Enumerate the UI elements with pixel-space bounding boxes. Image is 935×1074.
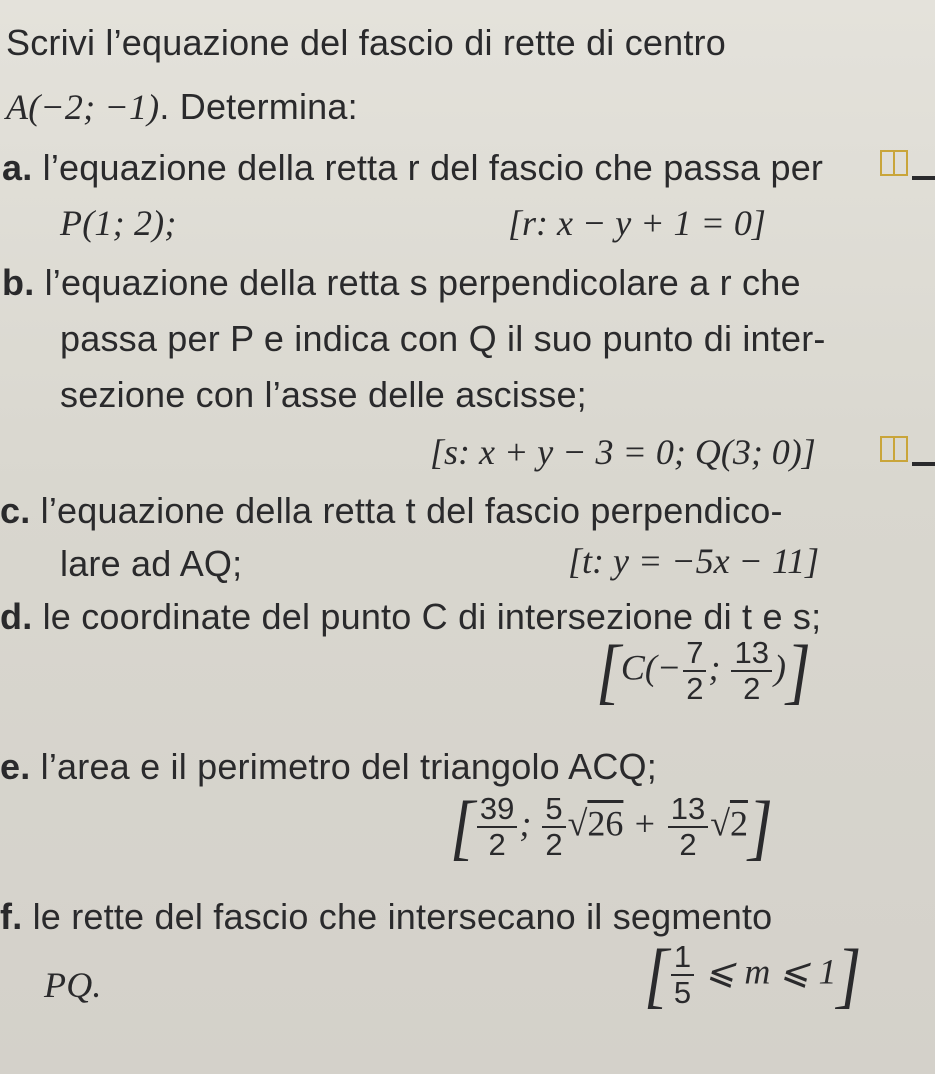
item-a-answer: [r: x − y + 1 = 0] [508,203,766,243]
bracket-close: ] [836,933,862,1016]
fraction [668,792,708,862]
bracket-close: ] [747,785,773,868]
item-c-text: l’equazione della retta t del fascio perpendico- [40,490,783,531]
sqrt-sign: √ [567,803,588,844]
item-b-line-3: sezione con l’asse delle ascisse; [60,374,587,415]
fraction [731,636,771,706]
margin-tick [912,462,935,466]
item-f-line-2: PQ. [44,965,102,1005]
intro-line-2 [6,86,358,128]
item-b-line-1 [2,262,801,304]
bracket-open: [ [450,785,475,868]
fraction [542,792,565,862]
fraction-numerator: 13 [668,792,708,828]
fraction-denominator: 5 [673,975,692,1010]
item-c-line-2: lare ad AQ; [60,543,243,584]
item-c-line-1 [0,490,783,532]
item-a-marker: a. [2,147,33,188]
margin-tick [912,176,935,180]
fraction-numerator: 5 [542,792,565,828]
fraction [477,792,517,862]
item-f-text: le rette del fascio che intersecano il segmento [32,896,773,937]
fraction-numerator: 39 [477,792,517,828]
bracket-open: [ [596,629,621,712]
item-d-text: le coordinate del punto C di intersezione di t e s; [42,596,822,637]
separator: ; [708,647,730,688]
radicand: 2 [729,803,748,844]
fraction-denominator: 2 [679,827,697,862]
item-f-answer [644,933,862,1016]
item-e-line-1 [0,746,657,788]
sqrt-sign: √ [710,803,730,844]
fraction-numerator: 13 [731,636,771,672]
fraction-denominator: 2 [488,827,506,862]
item-e-text: l’area e il perimetro del triangolo ACQ; [40,746,657,787]
item-a-text: l’equazione della retta r del fascio che passa per [42,147,824,188]
item-d-answer [596,629,811,712]
item-b-answer: [s: x + y − 3 = 0; Q(3; 0)] [430,432,816,472]
separator: ; [519,803,541,844]
item-e-marker: e. [0,746,31,787]
fraction-numerator: 1 [671,940,694,976]
item-c-answer: [t: y = −5x − 11] [568,541,820,581]
radicand: 26 [587,803,624,844]
exercise-symbol-icon [880,436,908,462]
center-point: A(−2; −1) [6,87,160,127]
plus-sign: + [623,803,666,844]
fraction-denominator: 2 [686,671,704,706]
item-f-marker: f. [0,896,23,937]
item-a-point: P(1; 2); [60,203,177,243]
item-a-line-1 [2,147,823,189]
fraction-denominator: 2 [743,671,761,706]
item-f-line-1 [0,896,772,938]
item-c-marker: c. [0,490,31,531]
item-e-answer [450,785,773,868]
exercise-symbol-icon [880,150,908,176]
intro-line-1: Scrivi l’equazione del fascio di rette di centro [6,22,726,63]
fraction-denominator: 2 [545,827,563,862]
item-b-marker: b. [2,262,35,303]
intro-determina: . Determina: [159,86,358,127]
bracket-open: [ [644,933,669,1016]
item-d-answer-prefix: C(− [620,647,682,688]
item-b-text: l’equazione della retta s perpendicolare a r che [44,262,801,303]
item-d-answer-suffix: ) [773,647,786,688]
inequality: ⩽ m ⩽ 1 [696,951,837,992]
fraction [683,636,706,706]
fraction-numerator: 7 [683,636,706,672]
item-b-line-2: passa per P e indica con Q il suo punto di inter- [60,318,826,359]
bracket-close: ] [785,629,811,712]
item-d-marker: d. [0,596,33,637]
item-d-line-1 [0,596,821,638]
fraction [671,940,694,1010]
